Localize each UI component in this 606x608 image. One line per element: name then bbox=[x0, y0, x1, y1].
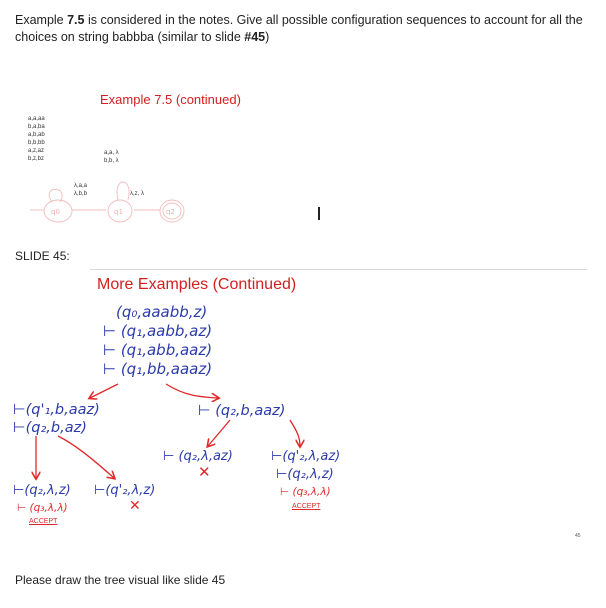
right-col-node: ⊢ (q₃,λ,λ) bbox=[280, 486, 331, 498]
q1-loop-label: b,b, λ bbox=[104, 158, 119, 164]
config-seq-item: (q₀,aaabb,z) bbox=[116, 303, 208, 321]
q1-loop-label: a,a, λ bbox=[104, 150, 119, 156]
q0-loop-label-second: b,a,ba bbox=[28, 124, 45, 130]
q0-loop-label: a,z,az bbox=[28, 148, 45, 154]
q0-loop-label-top: a,a,aa bbox=[28, 116, 45, 122]
config-seq-item: ⊢ (q₁,aabb,az) bbox=[103, 322, 213, 340]
page-number: 45 bbox=[575, 533, 581, 539]
arrow-to-mid-node bbox=[208, 420, 230, 446]
arrow-to-bottom-mid bbox=[58, 436, 114, 478]
question-part-2: is considered in the notes. Give all possible configuration sequences to account for all the choices on string babbba (similar to slide bbox=[15, 13, 583, 44]
arrow-to-right-branch bbox=[166, 384, 218, 398]
reject-mark: ✕ bbox=[129, 497, 141, 513]
question-bold-slide: #45 bbox=[244, 30, 266, 44]
q1-q2-edge-label: λ,z, λ bbox=[130, 191, 145, 197]
state-q1-label: q1 bbox=[114, 208, 123, 216]
config-seq-item: ⊢ (q₁,abb,aaz) bbox=[103, 341, 213, 359]
bottom-mid-node: ⊢(q'₂,λ,z) bbox=[94, 483, 156, 498]
question-part-3: ) bbox=[265, 30, 270, 44]
arrow-to-right-col bbox=[290, 420, 300, 446]
bottom-left-node: ⊢ (q₃,λ,λ) bbox=[17, 502, 68, 514]
question-bold-example: 7.5 bbox=[67, 13, 85, 27]
slide45-title: More Examples (Continued) bbox=[97, 276, 297, 293]
q0-q1-edge-label: λ,b,b bbox=[74, 191, 88, 197]
accept-label-right: ACCEPT bbox=[292, 503, 321, 510]
bottom-left-node: ⊢(q₂,λ,z) bbox=[13, 483, 71, 498]
state-q2-label: q2 bbox=[166, 208, 175, 216]
left-branch-node: ⊢(q'₁,b,aaz) bbox=[13, 402, 100, 418]
state-q0-label: q0 bbox=[51, 208, 60, 216]
right-col-node: ⊢(q₂,λ,z) bbox=[276, 467, 334, 482]
right-col-node: ⊢(q'₂,λ,az) bbox=[271, 449, 341, 464]
q0-loop-label: b,z,bz bbox=[28, 156, 45, 162]
mid-node: ⊢ (q₂,λ,az) bbox=[163, 449, 233, 464]
q0-q1-edge-label: λ,a,a bbox=[74, 183, 88, 189]
arrow-to-left-branch bbox=[90, 384, 118, 398]
slide45-label: SLIDE 45: bbox=[15, 249, 70, 263]
accept-label-left: ACCEPT bbox=[29, 518, 58, 525]
left-branch-node: ⊢(q₂,b,az) bbox=[13, 420, 87, 436]
footer-instruction: Please draw the tree visual like slide 45 bbox=[15, 573, 226, 587]
example-slide-title: Example 7.5 (continued) bbox=[100, 92, 241, 107]
q0-loop-label: b,b,bb bbox=[28, 140, 45, 146]
config-seq-item: ⊢ (q₁,bb,aaaz) bbox=[103, 360, 213, 378]
question-part-1: Example bbox=[15, 13, 68, 27]
right-branch-node: ⊢ (q₂,b,aaz) bbox=[198, 403, 286, 419]
q0-loop-label: a,b,ab bbox=[28, 132, 45, 138]
reject-mark: ✕ bbox=[198, 464, 211, 481]
